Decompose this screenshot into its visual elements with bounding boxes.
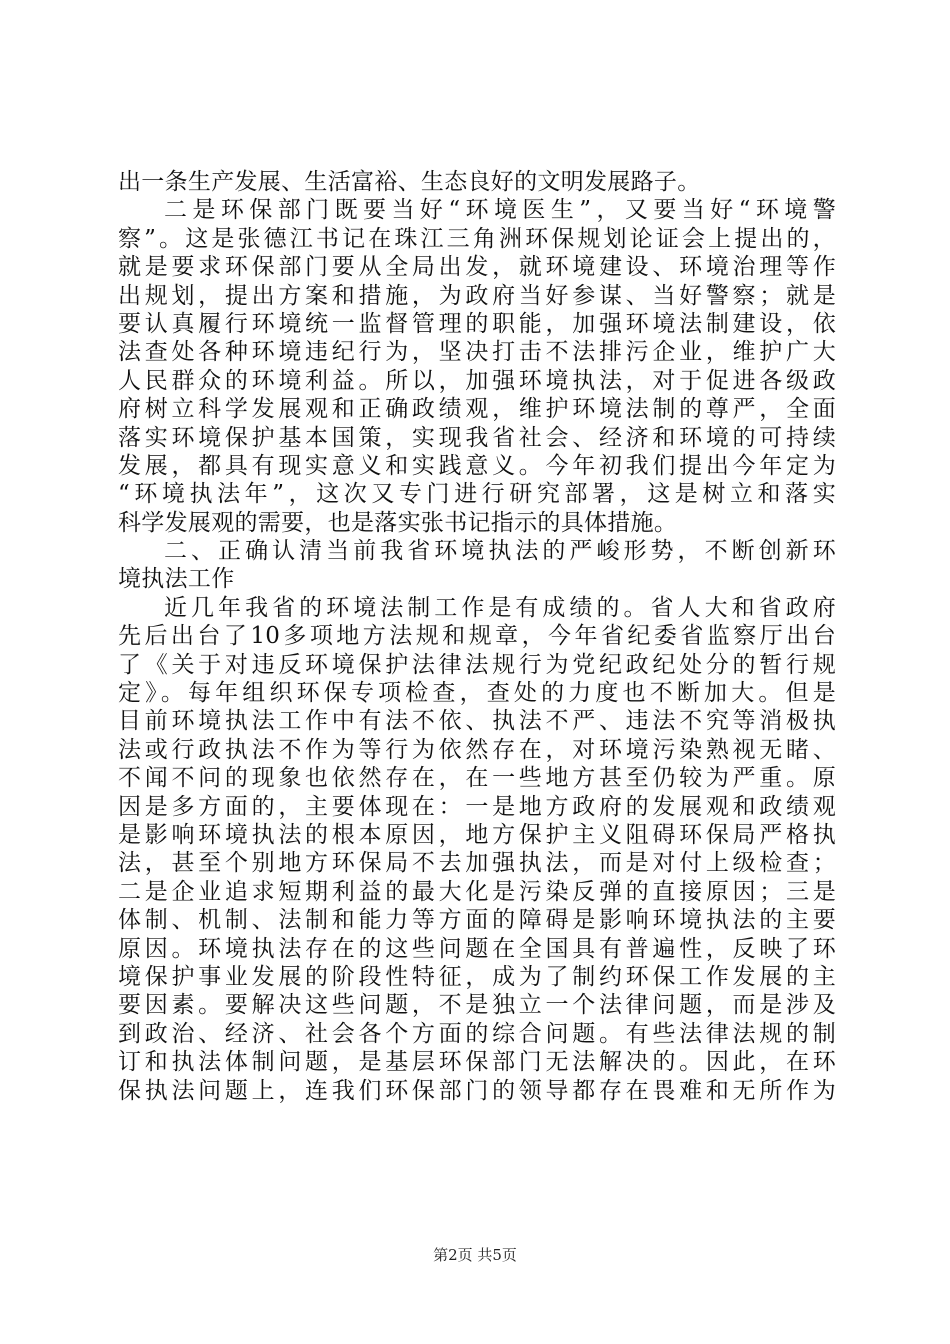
page-footer: 第2页 共5页: [433, 1246, 517, 1264]
text-line: 到政治、经济、社会各个方面的综合问题。有些法律法规的制: [118, 1020, 836, 1047]
text-line: 境保护事业发展的阶段性特征，成为了制约环保工作发展的主: [118, 963, 836, 990]
text-line: 出规划，提出方案和措施，为政府当好参谋、当好警察；就是: [118, 282, 836, 309]
text-line: 二是企业追求短期利益的最大化是污染反弹的直接原因；三是: [118, 878, 836, 905]
text-line: 要因素。要解决这些问题，不是独立一个法律问题，而是涉及: [118, 992, 836, 1019]
text-line: 先后出台了10多项地方法规和规章，今年省纪委省监察厅出台: [118, 623, 836, 650]
text-line: 体制、机制、法制和能力等方面的障碍是影响环境执法的主要: [118, 907, 836, 934]
text-line: “环境执法年”，这次又专门进行研究部署，这是树立和落实: [118, 481, 836, 508]
text-line: 就是要求环保部门要从全局出发，就环境建设、环境治理等作: [118, 254, 836, 281]
text-line: 法，甚至个别地方环保局不去加强执法，而是对付上级检查；: [118, 850, 836, 877]
document-body: [118, 168, 836, 1105]
text-line: 察”。这是张德江书记在珠江三角洲环保规划论证会上提出的，: [118, 225, 836, 252]
text-line: 是影响环境执法的根本原因，地方保护主义阻碍环保局严格执: [118, 821, 836, 848]
text-line: 要认真履行环境统一监督管理的职能，加强环境法制建设，依: [118, 310, 836, 337]
text-line: 科学发展观的需要，也是落实张书记指示的具体措施。: [118, 509, 678, 536]
text-line: 二、正确认清当前我省环境执法的严峻形势，不断创新环: [164, 538, 836, 565]
text-line: 因是多方面的，主要体现在：一是地方政府的发展观和政绩观: [118, 793, 836, 820]
text-line: 人民群众的环境利益。所以，加强环境执法，对于促进各级政: [118, 367, 836, 394]
text-line: 二是环保部门既要当好“环境医生”，又要当好“环境警: [164, 197, 836, 224]
text-line: 了《关于对违反环境保护法律法规行为党纪政纪处分的暂行规: [118, 651, 836, 678]
text-line: 府树立科学发展观和正确政绩观，维护环境法制的尊严，全面: [118, 396, 836, 423]
text-line: 境执法工作: [118, 566, 235, 593]
text-line: 定》。每年组织环保专项检查，查处的力度也不断加大。但是: [118, 680, 836, 707]
text-line: 近几年我省的环境法制工作是有成绩的。省人大和省政府: [164, 594, 836, 621]
text-line: 出一条生产发展、生活富裕、生态良好的文明发展路子。: [118, 169, 701, 195]
text-line: 发展，都具有现实意义和实践意义。今年初我们提出今年定为: [118, 452, 836, 479]
text-line: 保执法问题上，连我们环保部门的领导都存在畏难和无所作为: [118, 1077, 836, 1104]
text-line: 法查处各种环境违纪行为，坚决打击不法排污企业，维护广大: [118, 339, 836, 366]
text-line: 订和执法体制问题，是基层环保部门无法解决的。因此，在环: [118, 1049, 836, 1076]
text-line: 落实环境保护基本国策，实现我省社会、经济和环境的可持续: [118, 424, 836, 451]
text-line: 不闻不问的现象也依然存在，在一些地方甚至仍较为严重。原: [118, 765, 836, 792]
text-line: 原因。环境执法存在的这些问题在全国具有普遍性，反映了环: [118, 935, 836, 962]
text-line: 目前环境执法工作中有法不依、执法不严、违法不究等消极执: [118, 708, 836, 735]
text-line: 法或行政执法不作为等行为依然存在，对环境污染熟视无睹、: [118, 736, 836, 763]
